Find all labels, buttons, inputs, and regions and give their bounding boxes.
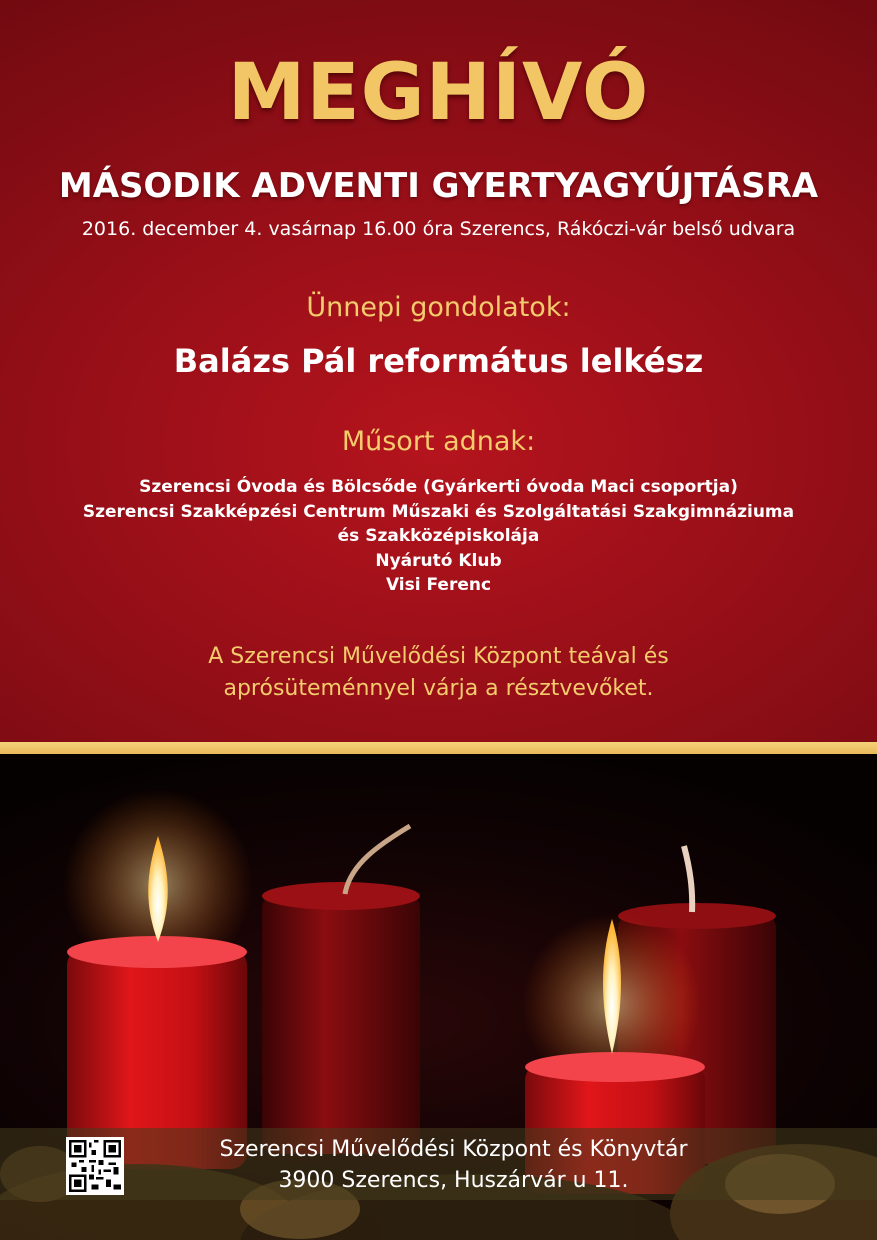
event-subtitle: MÁSODIK ADVENTI GYERTYAGYÚJTÁSRA xyxy=(58,166,819,206)
thoughts-heading: Ünnepi gondolatok: xyxy=(306,292,571,323)
list-item: Nyárutó Klub xyxy=(375,550,502,571)
performers-list xyxy=(0,475,877,598)
list-item: Visi Ferenc xyxy=(385,575,492,595)
closing-note xyxy=(0,641,877,705)
program-heading: Műsort adnak: xyxy=(341,426,536,457)
lit-candle-left xyxy=(63,789,253,1169)
organizer-name: Szerencsi Művelődési Központ és Könyvtár xyxy=(219,1137,688,1162)
list-item: Szerencsi Óvoda és Bölcsőde (Gyárkerti óvoda Maci csoportja) xyxy=(139,477,738,497)
closing-line-2: aprósüteménnyel várja a résztvevőket. xyxy=(223,676,654,701)
page-title: MEGHÍVÓ xyxy=(227,48,650,138)
organizer-address xyxy=(0,1134,877,1196)
list-item: Szerencsi Szakképzési Centrum Műszaki és Szolgáltatási Szakgimnáziuma xyxy=(82,501,795,522)
unlit-candle-back-left xyxy=(262,826,420,1154)
event-date-location: 2016. december 4. vasárnap 16.00 óra Szerencs, Rákóczi-vár belső udvara xyxy=(81,218,796,240)
organizer-street-address: 3900 Szerencs, Huszárvár u 11. xyxy=(278,1168,629,1193)
speaker-name: Balázs Pál református lelkész xyxy=(173,342,704,380)
list-item: és Szakközépiskolája xyxy=(337,526,540,546)
gold-divider-band xyxy=(0,742,877,754)
closing-line-1: A Szerencsi Művelődési Központ teával és xyxy=(208,644,669,669)
